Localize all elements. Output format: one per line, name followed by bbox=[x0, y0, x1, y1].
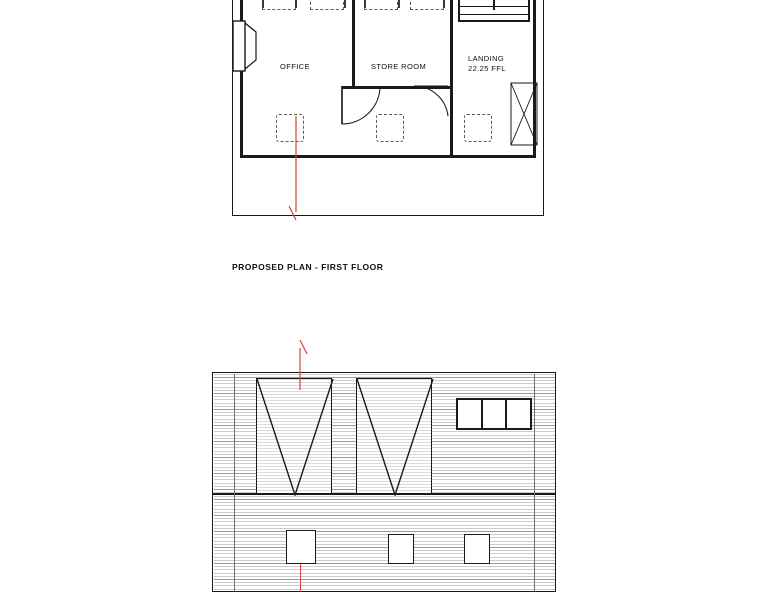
section-marker-arrow-lower bbox=[288, 340, 312, 390]
first-floor-plan bbox=[232, 0, 544, 216]
dashed-opening-3 bbox=[364, 0, 398, 10]
section-line-extension bbox=[300, 564, 301, 592]
dormer-2-roof bbox=[356, 378, 434, 496]
elevation-edge-left bbox=[234, 374, 235, 591]
dashed-opening-1 bbox=[262, 0, 296, 10]
opening-line-4 bbox=[364, 0, 366, 8]
ribbon-window-pane bbox=[507, 400, 530, 428]
void-cross-symbol bbox=[510, 82, 538, 146]
wall-partition-office-store bbox=[352, 0, 355, 86]
opening-line-3 bbox=[344, 0, 346, 8]
dashed-opening-2 bbox=[310, 0, 344, 10]
door-swing-office bbox=[340, 84, 386, 130]
ground-window-3 bbox=[464, 534, 490, 564]
room-label-store-room: STORE ROOM bbox=[371, 62, 427, 71]
opening-line-5 bbox=[398, 0, 400, 8]
stair-bottom bbox=[458, 20, 528, 22]
column-symbol-3 bbox=[464, 114, 492, 142]
ribbon-window bbox=[456, 398, 532, 430]
stair-center-line bbox=[493, 0, 495, 10]
dashed-opening-4 bbox=[410, 0, 444, 10]
section-marker-arrow-upper bbox=[284, 116, 308, 226]
stair-edge-right bbox=[528, 0, 530, 22]
opening-line-6 bbox=[443, 0, 445, 8]
dormer-1-roof bbox=[256, 378, 334, 496]
room-label-office: OFFICE bbox=[280, 62, 310, 71]
stair-step bbox=[458, 6, 528, 7]
plan-title: PROPOSED PLAN - FIRST FLOOR bbox=[232, 262, 384, 272]
room-label-landing-level: 22.25 FFL bbox=[468, 64, 506, 73]
room-label-landing: LANDING bbox=[468, 54, 505, 63]
entry-door-symbol bbox=[232, 20, 258, 72]
ground-window-1 bbox=[286, 530, 316, 564]
elevation-edge-right bbox=[534, 374, 535, 591]
ribbon-window-pane bbox=[458, 400, 483, 428]
proposed-elevation bbox=[212, 372, 556, 592]
ribbon-window-pane bbox=[483, 400, 508, 428]
ground-window-2 bbox=[388, 534, 414, 564]
opening-line-1 bbox=[262, 0, 264, 8]
opening-line-2 bbox=[295, 0, 297, 8]
stair-edge-left bbox=[458, 0, 460, 22]
door-swing-store bbox=[408, 84, 452, 118]
stair-step bbox=[458, 14, 528, 15]
wall-partition-store-landing bbox=[450, 0, 453, 158]
